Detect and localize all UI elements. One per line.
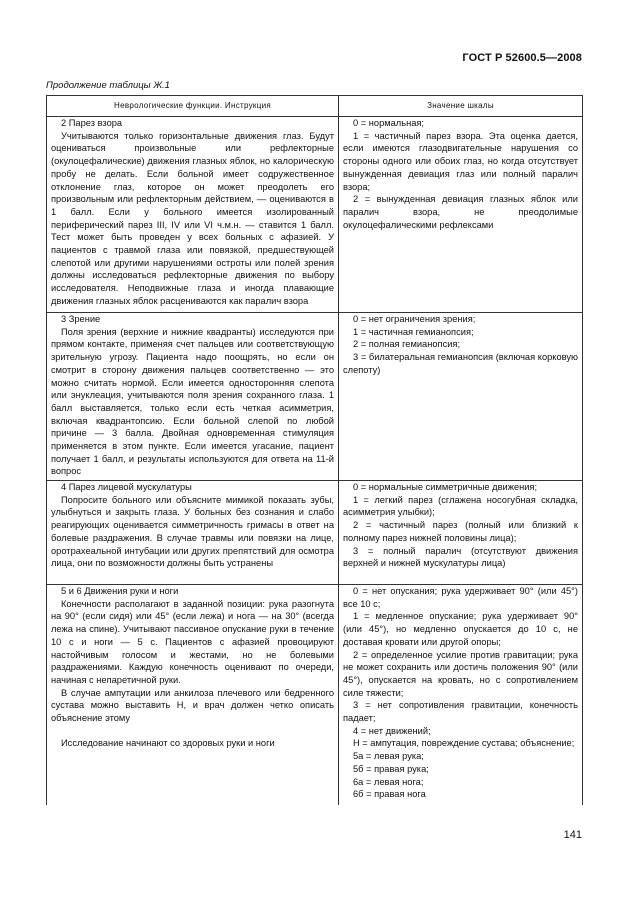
instruction-note: Исследование начинают со здоровых руки и ноги <box>61 737 275 748</box>
scale-cell <box>339 117 583 313</box>
scale-value: 3 = полный паралич (отсутствуют движения верхней и нижней мускулатуры лица) <box>343 545 578 569</box>
scale-value: 1 = легкий парез (сглажена носогубная складка, асимметрия улыбки); <box>343 494 578 518</box>
scale-value: 3 = нет сопротивления гравитации, конечность падает; <box>343 700 578 724</box>
scale-value: 0 = нормальная; <box>353 118 424 128</box>
instruction-text: Попросите больного или объясните мимикой показать зубы, улыбнуться и закрыть глаза. У больных без сознания и слабо реагирующих оценивается симметричность гримасы в ответ на болевые раздражения. В случае травмы или повязки на лице, оротрахеальной интубации или других препятствий для осмотра лица, они по возможности должны быть устранены <box>51 494 334 569</box>
scale-value: 6б = правая нога <box>353 789 426 800</box>
scale-value: 4 = нет движений; <box>353 725 431 736</box>
section-title: 2 Парез взора <box>61 118 123 128</box>
instruction-text: Конечности располагают в заданной позиции: рука разогнута на 90° (если сидя) или 45° (если лежа) и нога — на 30° (всегда лежа на спине). Учитывают пассивное опускание руки в течение 10 с и ноги — 5 с. Пациентов с афазией провоцируют настойчивым голосом и жестами, но не болевыми раздражениями. Каждую конечность оценивают по очереди, начиная с непаретичной руки. <box>51 598 334 685</box>
column-header-scale: Значение шкалы <box>339 96 583 117</box>
instruction-text: Поля зрения (верхние и нижние квадранты) исследуются при прямом контакте, применяя счет пальцев или соответствующую зрительную угрозу. Пациента надо поощрять, но если он смотрит в сторону движения пальцев соответственно — это можно считать нормой. Если имеется односторонняя слепота или энуклеация, учитываются поля зрения сохранного глаза. 1 балл выставляется, только если есть четкая асимметрия, включая квадрантопсию. Если больной слепой по любой причине — 3 балла. Двойная одновременная стимуляция применяется в этом пункте. Если имеется угасание, пациент получает 1 балл, и результаты используются для ответа на 11-й вопрос <box>51 326 334 477</box>
scale-value: 5а = левая рука; <box>353 751 424 762</box>
table-row <box>47 313 583 481</box>
scale-value: 0 = нет ограничения зрения; <box>353 314 476 324</box>
section-title: 3 Зрение <box>61 314 101 324</box>
scale-value: Н = ампутация, повреждение сустава; объяснение; <box>353 738 575 749</box>
instruction-cell <box>47 117 339 313</box>
scale-value: 2 = полная гемианопсия; <box>353 339 461 350</box>
page-number: 141 <box>563 829 582 841</box>
section-title: 5 и 6 Движения руки и ноги <box>61 586 179 596</box>
table-row <box>47 117 583 313</box>
scale-value: 0 = нормальные симметричные движения; <box>353 482 538 492</box>
instruction-cell <box>47 313 339 481</box>
scale-value: 2 = частичный парез (полный или близкий к полному парез нижней половины лица); <box>343 520 578 543</box>
scale-value: 5б = правая рука; <box>353 763 429 774</box>
neuro-scale-table <box>46 95 583 805</box>
instruction-cell <box>47 481 339 585</box>
section-title: 4 Парез лицевой мускулатуры <box>61 482 192 492</box>
instruction-text: В случае ампутации или анкилоза плечевого или бедренного сустава можно выставить Н, и врач должен четко описать объяснение этому <box>51 687 334 724</box>
table-row <box>47 481 583 585</box>
scale-value: 1 = частичный парез взора. Эта оценка дается, если имеются глазодвигательные нарушения со стороны одного или обоих глаз, но когда отсутствует вынужденная девиация глаз или полный паралич взора; <box>343 130 578 192</box>
instruction-text: Учитываются только горизонтальные движения глаз. Будут оцениваться произвольные или рефлекторные (окулоцефалические) движения глазных яблок, но калорическую пробу не делать. Если больной имеет содружественное отклонение глаз, которое он может преодолеть его произвольным или рефлекторным действием, — оцениваются в 1 балл. Если у больного имеется изолированный периферический парез III, IV или VI ч.м.н. — ставится 1 балл. Тест может быть проведен у всех больных с афазией. У пациентов с травмой глаза или повязкой, предшествующей слепотой или другими нарушениями остроты или полей зрения должны исследоваться рефлекторные движения по выбору исследователя. Неподвижные глаза и иногда плавающие движения глазных яблок расцениваются как паралич взора <box>51 130 334 306</box>
table-continuation-caption: Продолжение таблицы Ж.1 <box>46 80 170 91</box>
scale-value: 6а = левая нога; <box>353 776 424 787</box>
table-header-row <box>47 96 583 117</box>
scale-value: 2 = вынужденная девиация глазных яблок или паралич взора, не преодолимые окулоцефалическими рефлексами <box>343 194 578 230</box>
scale-value: 0 = нет опускания; рука удерживает 90° (или 45°) все 10 с; <box>343 586 578 609</box>
table-row <box>47 585 583 806</box>
instruction-cell <box>47 585 339 806</box>
scale-cell <box>339 481 583 585</box>
standard-number: ГОСТ Р 52600.5—2008 <box>462 52 582 64</box>
scale-cell <box>339 313 583 481</box>
scale-value: 2 = определенное усилие против гравитации; рука не может сохранить или достичь положения 90° (или 45°), опускается на кровать, но с сопротивлением силе тяжести; <box>343 649 578 698</box>
scale-value: 3 = билатеральная гемианопсия (включая корковую слепоту) <box>343 352 578 375</box>
scale-value: 1 = частичная гемианопсия; <box>353 326 474 337</box>
scale-cell <box>339 585 583 806</box>
column-header-functions: Неврологические функции. Инструкция <box>47 96 339 117</box>
scale-value: 1 = медленное опускание; рука удерживает 90° (или 45°), но медленно опускается до 10 с, не доставая кровати или другой опоры; <box>343 611 578 647</box>
